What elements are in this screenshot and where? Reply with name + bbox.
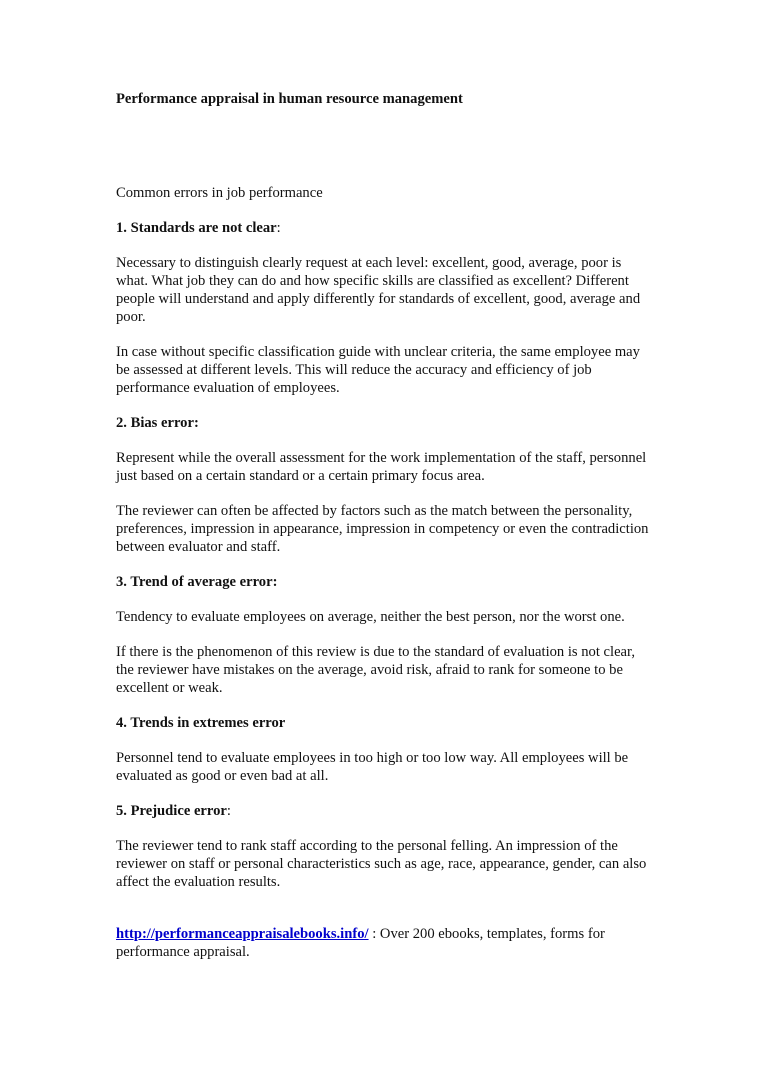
section-standards-not-clear bbox=[116, 219, 656, 397]
section-heading bbox=[116, 219, 656, 237]
section-heading bbox=[116, 714, 656, 732]
section-heading-text: 4. Trends in extremes error bbox=[116, 715, 286, 731]
section-trends-in-extremes-error bbox=[116, 714, 656, 785]
footer-text: : Over 200 ebooks, templates, forms for performance appraisal. bbox=[116, 926, 605, 960]
section-trend-of-average-error bbox=[116, 573, 656, 697]
section-paragraph: Represent while the overall assessment for the work implementation of the staff, personnel just based on a certain standard or a certain primary focus area. bbox=[116, 450, 647, 484]
footer bbox=[116, 925, 656, 961]
document-page bbox=[116, 90, 656, 961]
section-paragraph: Tendency to evaluate employees on average, neither the best person, nor the worst one. bbox=[116, 609, 625, 625]
ebooks-link[interactable]: http://performanceappraisalebooks.info/ bbox=[116, 926, 369, 942]
section-heading bbox=[116, 414, 656, 432]
section-heading-text: 5. Prejudice error bbox=[116, 803, 227, 819]
section-heading-text: 3. Trend of average error: bbox=[116, 574, 278, 590]
section-paragraph: The reviewer tend to rank staff according to the personal felling. An impression of the reviewer on staff or personal characteristics such as age, race, appearance, gender, can also affect the evaluation results. bbox=[116, 838, 647, 890]
section-paragraph: If there is the phenomenon of this review is due to the standard of evaluation is not clear, the reviewer have mistakes on the average, avoid risk, afraid to rank for someone to be excellent or weak. bbox=[116, 644, 635, 696]
section-paragraph: Personnel tend to evaluate employees in too high or too low way. All employees will be evaluated as good or even bad at all. bbox=[116, 750, 629, 784]
section-paragraph: In case without specific classification guide with unclear criteria, the same employee may be assessed at different levels. This will reduce the accuracy and efficiency of job performance evaluation of employees. bbox=[116, 344, 640, 396]
document-title: Performance appraisal in human resource management bbox=[116, 91, 463, 107]
section-heading-suffix: : bbox=[226, 803, 231, 819]
section-heading-suffix: : bbox=[276, 220, 281, 236]
section-heading bbox=[116, 802, 656, 820]
section-heading-text: 1. Standards are not clear bbox=[116, 220, 277, 236]
section-paragraph: The reviewer can often be affected by factors such as the match between the personality, preferences, impression in appearance, impression in competency or even the contradiction between evaluator and staff. bbox=[116, 503, 649, 555]
section-heading bbox=[116, 573, 656, 591]
section-bias-error bbox=[116, 414, 656, 556]
document-subtitle: Common errors in job performance bbox=[116, 185, 323, 201]
section-paragraph: Necessary to distinguish clearly request at each level: excellent, good, average, poor is what. What job they can do and how specific skills are classified as excellent? Different people will understand and apply differently for standards of excellent, good, average and poor. bbox=[116, 255, 641, 325]
section-prejudice-error bbox=[116, 802, 656, 891]
section-heading-text: 2. Bias error: bbox=[116, 415, 199, 431]
